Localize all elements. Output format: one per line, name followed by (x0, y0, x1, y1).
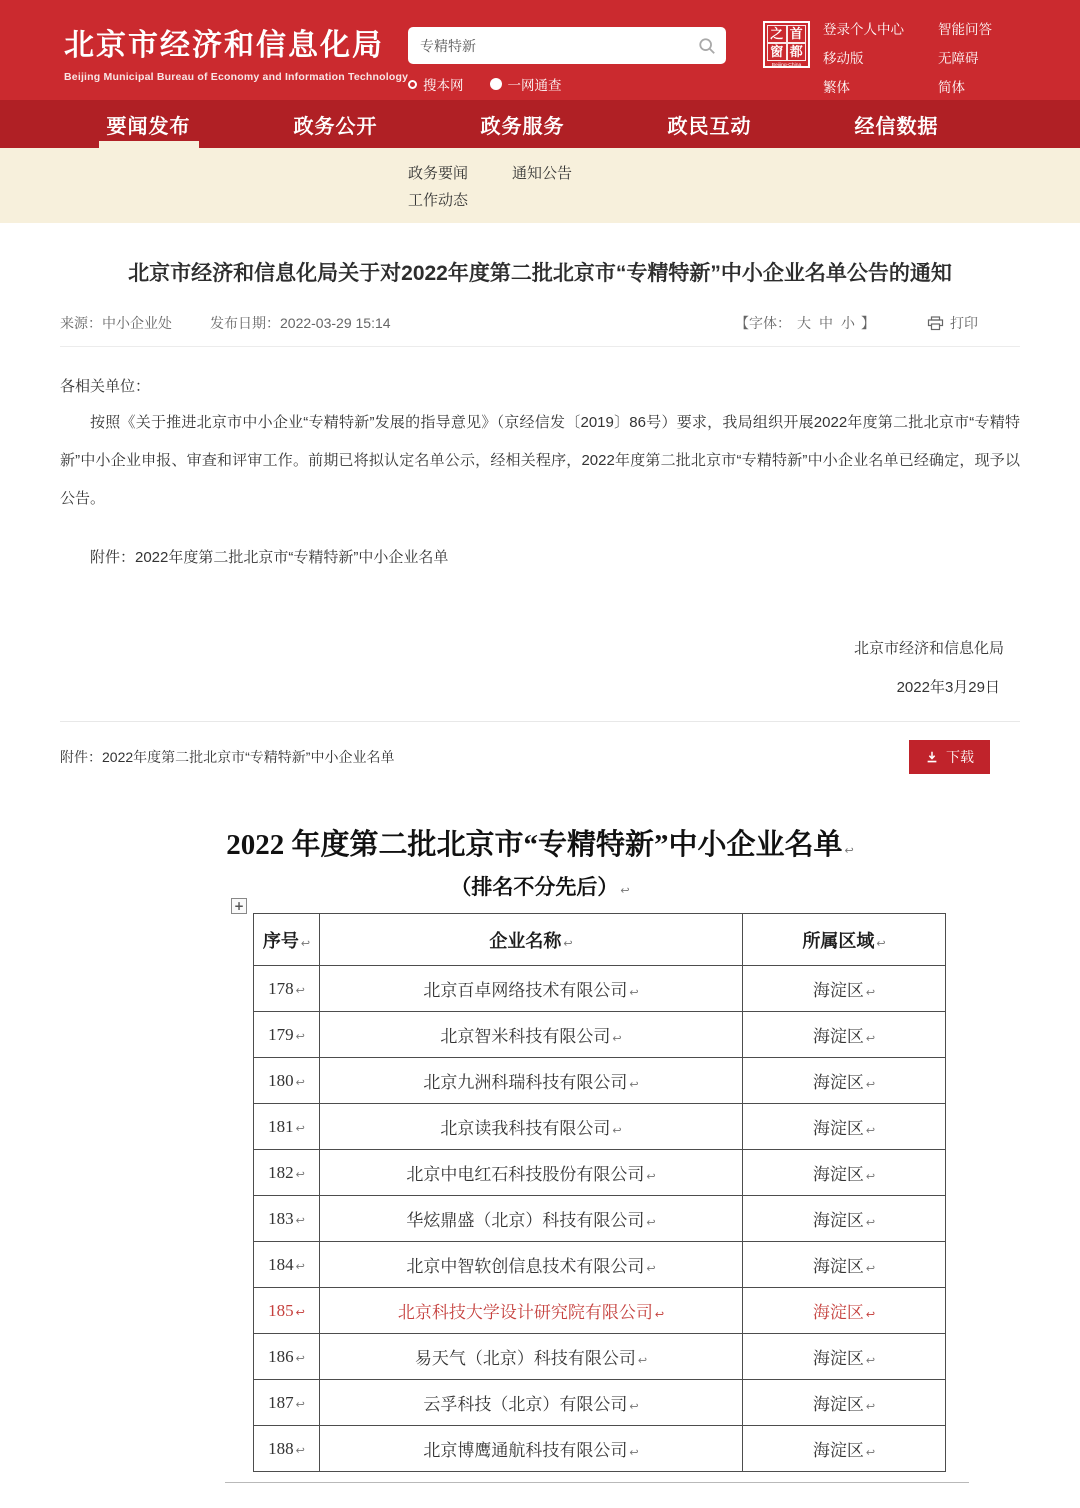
submenu-link[interactable]: 政务要闻 (408, 165, 469, 182)
cell-text: 180 (268, 1070, 294, 1090)
signature-org: 北京市经济和信息化局 (853, 640, 1004, 657)
article-meta (60, 313, 1020, 333)
table-header-row (254, 914, 946, 966)
seq-cell (254, 1334, 320, 1380)
salutation: 各相关单位： (60, 378, 151, 395)
table-row (254, 1196, 946, 1242)
download-button[interactable] (909, 740, 990, 774)
return-mark: ↩ (629, 986, 639, 999)
submenu-row (408, 159, 1080, 186)
nav-item[interactable]: 经信数据 (854, 115, 939, 138)
cell-text: 海淀区 (812, 981, 864, 1000)
seq-cell (254, 1380, 320, 1426)
cell-text: 海淀区 (812, 1441, 864, 1460)
printer-icon (927, 316, 944, 331)
attachment-link[interactable]: 附件：2022年度第二批北京市“专精特新”中小企业名单 (60, 749, 395, 765)
nav-item[interactable]: 要闻发布 (55, 100, 242, 148)
seal-char: 都 (787, 43, 807, 61)
body-paragraph: 按照《关于推进北京市中小企业“专精特新”发展的指导意见》（京经信发〔2019〕86号）要求，我局组织开展2022年度第二批北京市“专精特新”中小企业申报、审查和评审工作。前期已将拟认定名单公示，经相关程序，2022年度第二批北京市“专精特新”中小企业名单已经确定，现予以公告。 (60, 414, 1020, 507)
cell-text: 海淀区 (812, 1349, 864, 1368)
cell-text: 海淀区 (812, 1119, 864, 1138)
company-cell (320, 1242, 743, 1288)
seq-cell (254, 966, 320, 1012)
return-mark: ↩ (612, 1032, 622, 1045)
quick-link[interactable]: 无障碍 (938, 51, 979, 66)
seq-cell (254, 1150, 320, 1196)
region-cell (743, 1196, 946, 1242)
seal-characters (767, 25, 806, 61)
seal-caption: Beijing-China (771, 62, 802, 68)
site-logo[interactable] (64, 20, 408, 83)
return-mark: ↩ (844, 844, 854, 857)
cell-text: 海淀区 (812, 1027, 864, 1046)
return-mark: ↩ (865, 986, 876, 999)
quick-link[interactable]: 智能问答 (938, 22, 992, 37)
cell-text: 182 (268, 1162, 294, 1182)
cell-text: 海淀区 (812, 1165, 864, 1184)
document-title: 2022 年度第二批北京市“专精特新”中小企业名单 ↩ (226, 829, 854, 861)
return-mark: ↩ (865, 1124, 876, 1137)
print-button[interactable] (927, 313, 978, 333)
company-cell (320, 1334, 743, 1380)
table-move-handle-icon[interactable]: + (231, 898, 247, 914)
meta-source: 来源：中小企业处 (60, 315, 172, 331)
return-mark: ↩ (865, 1446, 876, 1459)
table-row (254, 1426, 946, 1472)
cell-text: 北京读我科技有限公司 (440, 1119, 611, 1138)
seal-char: 之 (767, 25, 787, 43)
return-mark: ↩ (295, 1121, 305, 1135)
quick-link-column (823, 18, 904, 96)
cell-text: 北京九洲科瑞科技有限公司 (423, 1073, 628, 1092)
submenu (0, 148, 1080, 223)
return-mark: ↩ (865, 1354, 876, 1367)
company-cell (320, 1012, 743, 1058)
font-label-open: 【字体： (735, 315, 791, 331)
region-cell (743, 1426, 946, 1472)
return-mark: ↩ (646, 1170, 656, 1183)
seq-cell (254, 1288, 320, 1334)
table-row (254, 1380, 946, 1426)
cell-text: 185 (268, 1300, 294, 1320)
table-row (254, 966, 946, 1012)
attachment-inline: 附件：2022年度第二批北京市“专精特新”中小企业名单 (90, 549, 449, 566)
return-mark: ↩ (865, 1032, 876, 1045)
region-cell (743, 1380, 946, 1426)
radio-icon (408, 80, 417, 89)
seq-cell (254, 1012, 320, 1058)
header-text: 企业名称 (489, 930, 562, 951)
seal-char: 首 (787, 25, 807, 43)
return-mark: ↩ (876, 936, 886, 950)
radio-icon (490, 78, 502, 90)
return-mark: ↩ (295, 1259, 305, 1273)
company-cell (320, 1058, 743, 1104)
return-mark: ↩ (295, 1167, 305, 1181)
nav-item[interactable]: 政民互动 (667, 115, 752, 138)
company-cell (320, 1380, 743, 1426)
cell-text: 186 (268, 1346, 294, 1366)
return-mark: ↩ (620, 884, 630, 897)
cell-text: 云孚科技（北京）有限公司 (423, 1395, 628, 1414)
cell-text: 187 (268, 1392, 294, 1412)
cell-text: 183 (268, 1208, 294, 1228)
region-cell (743, 1334, 946, 1380)
company-cell (320, 1426, 743, 1472)
font-size-option[interactable]: 大 (797, 315, 811, 331)
region-cell (743, 1288, 946, 1334)
submenu-link[interactable]: 工作动态 (408, 192, 469, 209)
cell-text: 北京中智软创信息技术有限公司 (406, 1257, 645, 1276)
return-mark: ↩ (865, 1216, 876, 1229)
column-header (320, 914, 743, 966)
cell-text: 北京百卓网络技术有限公司 (423, 981, 628, 1000)
print-label: 打印 (950, 315, 978, 331)
signature-date: 2022年3月29日 (896, 679, 1000, 696)
cell-text: 海淀区 (812, 1257, 864, 1276)
table-row (254, 1104, 946, 1150)
company-cell (320, 1288, 743, 1334)
font-size-option[interactable]: 小 (841, 315, 855, 331)
region-cell (743, 1012, 946, 1058)
divider (60, 346, 1020, 347)
capital-window-seal[interactable] (763, 21, 810, 68)
submenu-row (408, 186, 1080, 213)
seq-cell (254, 1104, 320, 1150)
download-label: 下载 (946, 749, 974, 765)
quick-link[interactable]: 繁体 (823, 80, 850, 95)
return-mark: ↩ (637, 1354, 648, 1367)
return-mark: ↩ (295, 1075, 305, 1089)
nav-item[interactable]: 政务公开 (293, 115, 378, 138)
quick-link[interactable]: 简体 (938, 80, 965, 95)
font-size-control (735, 313, 875, 333)
font-size-option[interactable]: 中 (819, 315, 833, 331)
region-cell (743, 966, 946, 1012)
quick-links (823, 18, 992, 96)
document-subtitle: （排名不分先后） ↩ (450, 875, 630, 899)
seq-cell (254, 1058, 320, 1104)
return-mark: ↩ (629, 1078, 639, 1091)
quick-link[interactable]: 移动版 (823, 51, 864, 66)
cell-text: 178 (268, 978, 294, 998)
cell-text: 184 (268, 1254, 294, 1274)
company-table (253, 913, 946, 1472)
main-nav (0, 100, 1080, 148)
return-mark: ↩ (295, 983, 305, 997)
cell-text: 海淀区 (812, 1073, 864, 1092)
scope-label: 一网通查 (507, 78, 562, 93)
cell-text: 易天气（北京）科技有限公司 (414, 1349, 636, 1368)
divider (60, 721, 1020, 722)
table-row (254, 1288, 946, 1334)
return-mark: ↩ (563, 936, 573, 950)
quick-link-column (938, 18, 992, 96)
search-scope-option[interactable] (490, 74, 562, 94)
cell-text: 北京中电红石科技股份有限公司 (406, 1165, 645, 1184)
search-icon[interactable] (698, 37, 716, 55)
meta-publish-date: 发布日期：2022-03-29 15:14 (210, 315, 391, 331)
download-icon (925, 750, 939, 764)
column-header (254, 914, 320, 966)
return-mark: ↩ (295, 1351, 305, 1365)
search-box (408, 27, 726, 64)
table-row (254, 1150, 946, 1196)
company-cell (320, 1196, 743, 1242)
return-mark: ↩ (865, 1308, 876, 1321)
cell-text: 华炫鼎盛（北京）科技有限公司 (406, 1211, 645, 1230)
table-row (254, 1334, 946, 1380)
search-input[interactable] (420, 38, 698, 54)
return-mark: ↩ (629, 1400, 639, 1413)
return-mark: ↩ (295, 1213, 305, 1227)
return-mark: ↩ (295, 1443, 305, 1457)
seq-cell (254, 1196, 320, 1242)
cell-text: 179 (268, 1024, 294, 1044)
scope-label: 搜本网 (423, 78, 464, 93)
table-row (254, 1012, 946, 1058)
page-title: 北京市经济和信息化局关于对2022年度第二批北京市“专精特新”中小企业名单公告的通知 (128, 262, 952, 285)
seq-cell (254, 1242, 320, 1288)
document-preview (60, 822, 1020, 1483)
cell-text: 北京智米科技有限公司 (440, 1027, 611, 1046)
return-mark: ↩ (865, 1400, 876, 1413)
region-cell (743, 1104, 946, 1150)
cell-text: 北京博鹰通航科技有限公司 (423, 1441, 628, 1460)
return-mark: ↩ (646, 1216, 656, 1229)
site-name-english: Beijing Municipal Bureau of Economy and Information Technology (64, 71, 409, 83)
return-mark: ↩ (300, 936, 311, 950)
return-mark: ↩ (646, 1262, 656, 1275)
cell-text: 海淀区 (812, 1395, 864, 1414)
document-edge-line (225, 1482, 969, 1483)
cell-text: 海淀区 (812, 1211, 864, 1230)
site-name: 北京市经济和信息化局 (64, 29, 384, 62)
search-scope-options (408, 74, 726, 94)
cell-text: 188 (268, 1438, 294, 1458)
region-cell (743, 1150, 946, 1196)
return-mark: ↩ (865, 1170, 876, 1183)
table-row (254, 1242, 946, 1288)
search-area (408, 27, 726, 94)
return-mark: ↩ (629, 1446, 639, 1459)
seq-cell (254, 1426, 320, 1472)
cell-text: 181 (268, 1116, 294, 1136)
region-cell (743, 1242, 946, 1288)
return-mark: ↩ (654, 1308, 665, 1321)
quick-link[interactable]: 登录个人中心 (823, 22, 904, 37)
return-mark: ↩ (865, 1262, 876, 1275)
header-text: 所属区域 (802, 930, 875, 951)
return-mark: ↩ (865, 1078, 876, 1091)
region-cell (743, 1058, 946, 1104)
submenu-link[interactable]: 通知公告 (512, 165, 573, 182)
return-mark: ↩ (612, 1124, 622, 1137)
return-mark: ↩ (295, 1397, 305, 1411)
nav-item[interactable]: 政务服务 (480, 115, 565, 138)
site-header (0, 0, 1080, 100)
font-label-close: 】 (861, 315, 875, 331)
article (0, 257, 1080, 1483)
return-mark: ↩ (295, 1305, 305, 1319)
cell-text: 海淀区 (812, 1303, 864, 1322)
cell-text: 北京科技大学设计研究院有限公司 (397, 1303, 653, 1322)
seal-char: 窗 (767, 43, 787, 61)
company-cell (320, 1150, 743, 1196)
table-wrapper (233, 899, 945, 1483)
attachment-row (60, 740, 1020, 774)
company-cell (320, 966, 743, 1012)
table-row (254, 1058, 946, 1104)
company-cell (320, 1104, 743, 1150)
column-header (743, 914, 946, 966)
return-mark: ↩ (295, 1029, 305, 1043)
header-text: 序号 (262, 930, 299, 951)
search-scope-option[interactable] (408, 74, 464, 94)
